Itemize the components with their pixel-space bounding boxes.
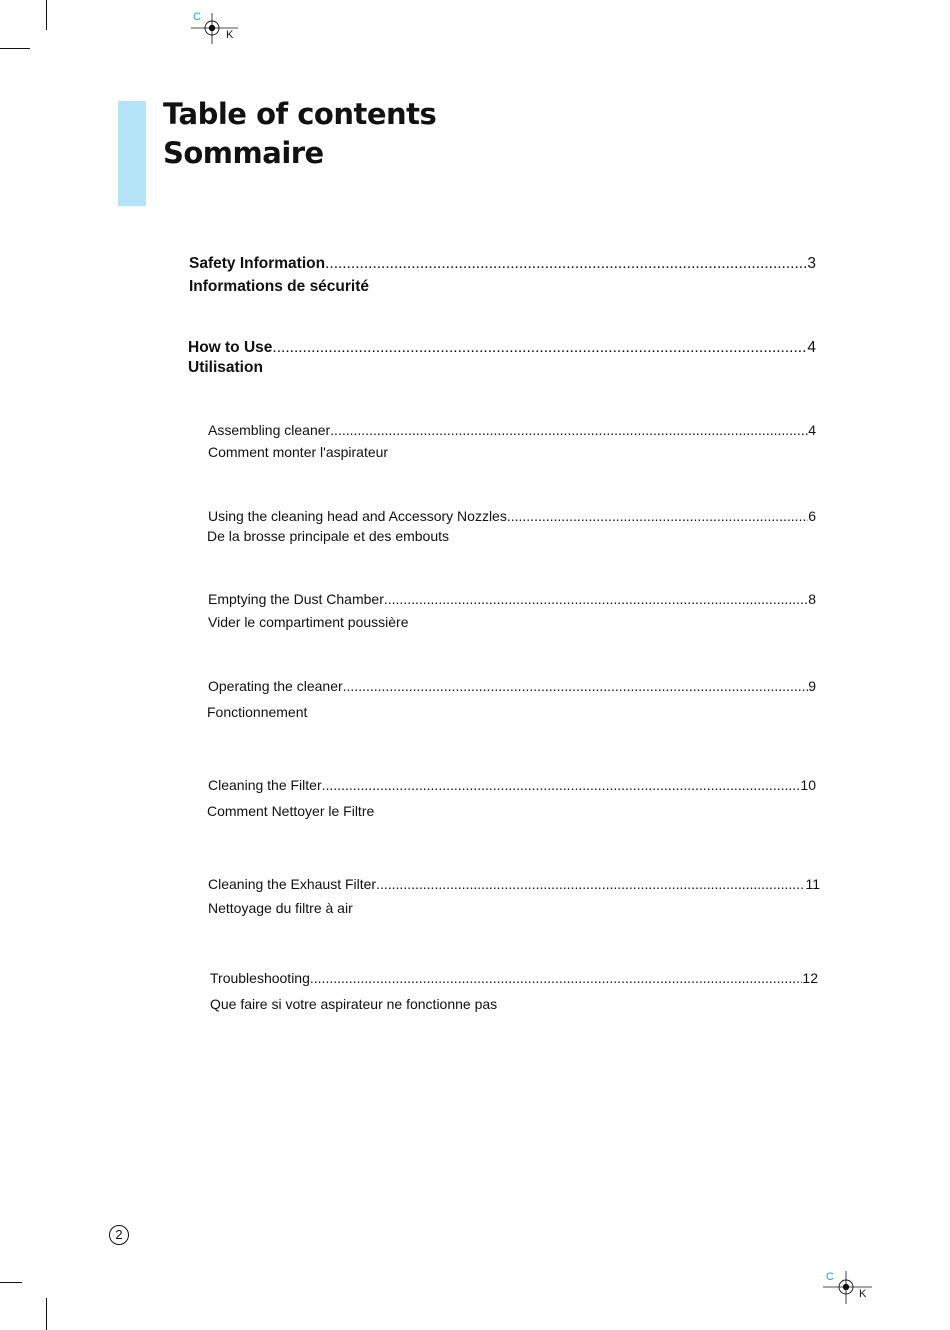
toc-entry-assembling[interactable] — [208, 422, 816, 438]
page-title-en: Table of contents — [163, 97, 437, 131]
toc-entry-how-to-use[interactable] — [188, 339, 816, 357]
toc-page-number: 6 — [808, 508, 816, 524]
page-title-fr: Sommaire — [163, 136, 324, 170]
toc-title: Troubleshooting — [210, 970, 310, 986]
toc-entry-safety[interactable] — [189, 255, 816, 273]
dot-leader — [310, 970, 803, 986]
registration-mark-top — [186, 10, 246, 50]
toc-subtitle: De la brosse principale et des embouts — [207, 528, 450, 544]
toc-title: Cleaning the Exhaust Filter — [208, 876, 377, 892]
page-number: 2 — [109, 1225, 129, 1245]
registration-c-label: C — [826, 1271, 834, 1283]
dot-leader — [384, 591, 808, 607]
toc-title: Assembling cleaner — [208, 422, 331, 438]
toc-subtitle: Informations de sécurité — [189, 278, 370, 295]
toc-page-number: 4 — [807, 339, 816, 356]
registration-c-label: C — [193, 11, 201, 23]
toc-entry-troubleshooting[interactable] — [210, 970, 818, 986]
registration-k-label: K — [226, 29, 234, 41]
toc-subtitle: Utilisation — [188, 359, 263, 376]
toc-page-number: 12 — [802, 970, 818, 986]
toc-subtitle: Que faire si votre aspirateur ne fonctionne pas — [210, 996, 498, 1012]
toc-title: Cleaning the Filter — [208, 777, 322, 793]
dot-leader — [343, 678, 809, 694]
toc-entry-cleaning-filter[interactable] — [208, 777, 816, 793]
dot-leader — [507, 508, 808, 524]
toc-title: Emptying the Dust Chamber — [208, 591, 384, 607]
toc-title: Operating the cleaner — [208, 678, 343, 694]
dot-leader — [330, 422, 808, 438]
toc-page-number: 10 — [800, 777, 816, 793]
toc-page-number: 4 — [808, 422, 816, 438]
toc-entry-exhaust-filter[interactable] — [208, 876, 820, 892]
toc-page-number: 8 — [808, 591, 816, 607]
toc-entry-cleaning-head[interactable] — [208, 508, 816, 524]
dot-leader — [322, 777, 801, 793]
toc-subtitle: Comment Nettoyer le Filtre — [207, 803, 375, 819]
toc-subtitle: Fonctionnement — [207, 704, 308, 720]
toc-title: Using the cleaning head and Accessory Nozzles — [208, 508, 507, 524]
toc-entry-operating[interactable] — [208, 678, 816, 694]
crop-mark-top-vertical — [46, 0, 47, 30]
toc-page-number: 11 — [805, 876, 820, 892]
crop-mark-bottom-horizontal — [0, 1282, 22, 1283]
crop-mark-bottom-vertical — [46, 1298, 47, 1330]
dot-leader — [272, 339, 807, 357]
title-accent-bar — [118, 101, 146, 206]
dot-leader — [376, 876, 805, 892]
toc-entry-emptying[interactable] — [208, 591, 816, 607]
toc-title: How to Use — [188, 339, 273, 356]
toc-page-number: 3 — [807, 255, 816, 272]
toc-subtitle: Nettoyage du filtre à air — [208, 900, 353, 916]
toc-page-number: 9 — [808, 678, 816, 694]
toc-subtitle: Comment monter l'aspirateur — [208, 444, 389, 460]
toc-subtitle: Vider le compartiment poussière — [208, 614, 409, 630]
toc-title: Safety Information — [189, 255, 326, 272]
crop-mark-top-horizontal — [0, 48, 30, 49]
registration-k-label: K — [859, 1288, 867, 1300]
registration-mark-bottom — [820, 1268, 880, 1308]
crosshair-icon — [820, 1268, 880, 1308]
crosshair-icon — [186, 10, 246, 50]
dot-leader — [325, 255, 807, 273]
